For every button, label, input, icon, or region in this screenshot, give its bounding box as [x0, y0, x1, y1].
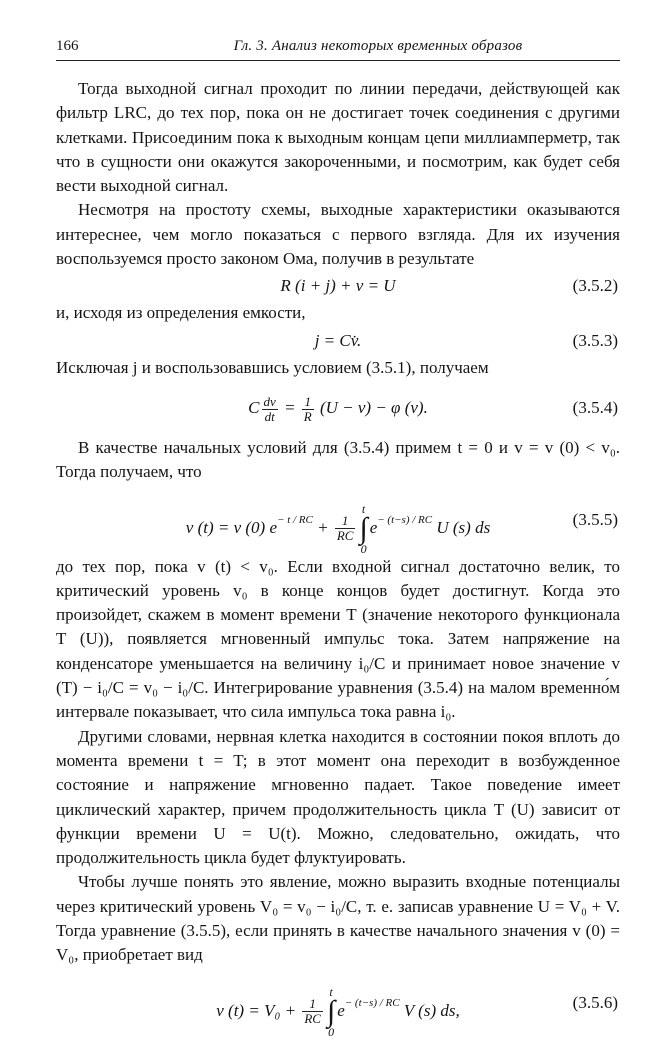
paragraph-3: и, исходя из определения емкости, — [56, 303, 306, 323]
equation-3-5-4 — [56, 380, 620, 436]
paragraph-6: до тех пор, пока v (t) < v₀. Если входной сигнал достаточно велик, то критический уровень v₀ в конце концов будет достигнут. Когда это произойдет, скажем в момент времени T (значение некоторого функционала T (U)), появляется мгновенный импульс тока. Затем напряжение на конденсаторе уменьшается на величину i₀/C и принимает новое значение v (T) − i₀/C = v₀ − i₀/C. Интегрирование уравнения (3.5.4) на малом временно́м интервале показывает, что сила импульса тока равна i₀. — [56, 556, 620, 722]
equation-3-5-6-body — [56, 968, 620, 1046]
equation-3-5-5 — [56, 485, 620, 555]
paragraph-4: Исключая j и воспользовавшись условием (3.5.1), получаем — [56, 357, 489, 377]
eq355-integrand: e — [369, 517, 378, 537]
eq356-fraction — [302, 997, 323, 1026]
eq354-rnum: 1 — [302, 395, 314, 410]
eq356-integral — [327, 986, 335, 1038]
equation-3-5-6 — [56, 968, 620, 1038]
equation-3-5-5-body — [56, 485, 620, 563]
eq356-lower: 0 — [328, 1024, 335, 1039]
eq354-rest: (U − v) − φ (v). — [315, 397, 428, 417]
paragraph-8: Чтобы лучше понять это явление, можно выразить входные потенциалы через критический уровень V₀ = v₀ − i₀/C, т. е. записав уравнение U = V₀ + V. Тогда уравнение (3.5.5), если принять в качестве начального значения v (0) = V₀, приобретает вид — [56, 872, 620, 965]
equation-3-5-5-number: (3.5.5) — [572, 509, 618, 529]
eq354-rden: R — [303, 408, 312, 424]
equation-3-5-3-number: (3.5.3) — [572, 330, 618, 350]
paragraph-2: Несмотря на простоту схемы, выходные характеристики оказываются интереснее, чем могло показаться с первого взгляда. Для их изучения воспользуемся просто законом Ома, получив в результате — [56, 200, 620, 269]
integral-sign-icon: ∫ — [359, 511, 368, 545]
equation-3-5-2-body: R (i + j) + v = U — [280, 276, 396, 296]
equation-3-5-4-body — [56, 380, 620, 436]
eq356-lhs: v (t) = V₀ + — [216, 1000, 301, 1020]
eq354-lhs: C — [248, 397, 260, 417]
paragraph-5: В качестве начальных условий для (3.5.4) примем t = 0 и v = v (0) < v₀. Тогда получаем, что — [56, 437, 620, 482]
equation-3-5-3-body: j = Cv̇. — [314, 330, 362, 350]
eq355-exp2: − (t−s) / RC — [377, 513, 433, 526]
eq355-exp1: − t / RC — [277, 513, 313, 526]
eq355-fnum: 1 — [335, 514, 356, 529]
equation-3-5-4-number: (3.5.4) — [572, 397, 618, 417]
eq354-dden: dt — [264, 408, 275, 424]
eq355-lower: 0 — [360, 541, 367, 556]
eq354-derivative — [262, 395, 278, 424]
eq355-fden: RC — [336, 528, 354, 544]
eq356-integrand: e — [337, 1000, 345, 1020]
book-page — [56, 34, 620, 1039]
eq355-plus: + — [312, 517, 333, 537]
eq355-upper: t — [361, 501, 366, 516]
page-number: 166 — [56, 38, 79, 54]
eq355-tail: U (s) ds — [432, 517, 491, 537]
eq355-lhs: v (t) = v (0) e — [185, 517, 278, 537]
eq356-upper: t — [329, 984, 333, 999]
equation-3-5-2-number: (3.5.2) — [572, 276, 618, 296]
equation-3-5-3 — [56, 326, 620, 356]
running-title: Гл. 3. Анализ некоторых временных образов — [233, 38, 523, 54]
equation-3-5-6-number: (3.5.6) — [572, 992, 618, 1012]
integral-sign-icon: ∫ — [326, 994, 336, 1028]
eq356-exp2: − (t−s) / RC — [344, 996, 400, 1009]
running-header — [56, 34, 620, 61]
eq356-fnum: 1 — [302, 997, 323, 1012]
eq355-fraction — [335, 514, 356, 543]
paragraph-1: Тогда выходной сигнал проходит по линии передачи, действующей как фильтр LRC, до тех пор, пока он не достигает точек соединения с другими клетками. Присоединим пока к выходным концам цепи миллиамперметр, так что в сущности они окажутся закороченными, и посмотрим, как будет себя вести выходной сигнал. — [56, 79, 620, 196]
eq354-fraction — [302, 395, 314, 424]
equation-3-5-2 — [56, 271, 620, 301]
eq354-dnum: dv — [263, 393, 276, 409]
eq356-fden: RC — [304, 1011, 321, 1027]
eq356-tail: V (s) ds, — [399, 1000, 460, 1020]
paragraph-7: Другими словами, нервная клетка находится в состоянии покоя вплоть до момента времени t = T; в этот момент она переходит в возбужденное состояние и напряжение мгновенно падает. Такое поведение имеет циклический характер, причем продолжительность цикла T (U) зависит от функции времени U = U(t). Можно, следовательно, ожидать, что продолжительность цикла будет флуктуировать. — [56, 726, 620, 868]
eq355-integral — [359, 503, 367, 555]
eq354-eq: = — [279, 397, 300, 417]
